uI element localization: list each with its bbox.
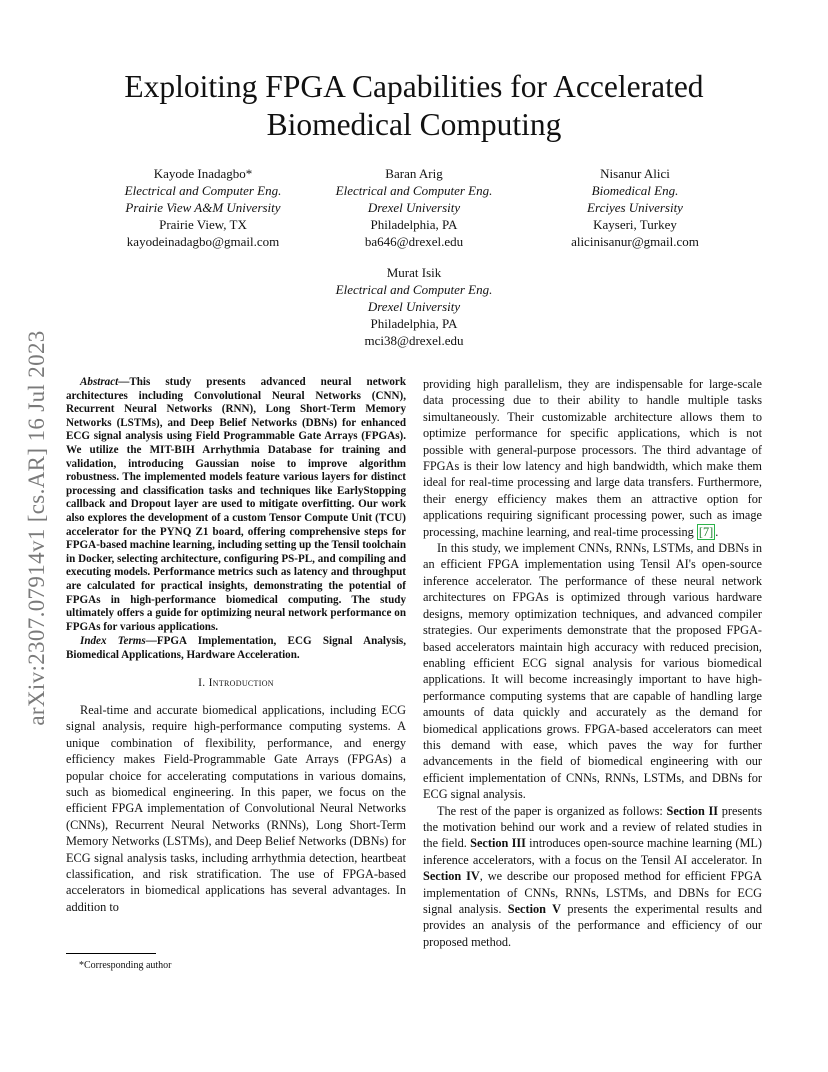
paragraph-text: presents the experimental results and provides an analysis of the performance and efficiency of our proposed method. bbox=[423, 902, 762, 949]
introduction-paragraph: Real-time and accurate biomedical applications, including ECG signal analysis, require high-performance computing systems. A unique combination of flexibility, performance, and energy efficiency makes Field-Programmable Gate Arrays (FPGAs) a popular choice for accelerating computations in various domains, such as biomedical engineering. In this paper, we focus on the efficient FPGA implementation of Convolutional Neural Networks (CNNs), Recurrent Neural Networks (RNNs), Long Short-Term Memory Networks (LSTMs), and Deep Belief Networks (DBNs) for ECG signal analysis tasks, including arrhythmia detection, heartbeat classification, and risk stratification. The use of FPGA-based accelerators in biomedical applications has several advantages. In addition to bbox=[66, 702, 406, 914]
paragraph-end: . bbox=[715, 524, 719, 539]
author-department: Biomedical Eng. bbox=[591, 183, 679, 198]
right-paragraph-2: In this study, we implement CNNs, RNNs, LSTMs, and DBNs in an efficient FPGA implementation using Tensil AI's open-source inference accelerator. The performance of these neural network architectures on FPGAs is optimized through various hardware designs, memory optimization techniques, and advanced compiler strategies. Our experiments demonstrate that the proposed FPGA-based accelerators maintain high accuracy with reduced precision, enabling efficient ECG signal analysis for various biomedical applications. It will become increasingly important to have high-performance computing systems that are capable of handling large amounts of data quickly and accurately as the demand for biomedical applications grows. FPGA-based accelerators can meet this demand with ease, which paves the way for further advancements in the field of biomedical engineering with our efficient implementation of CNNs, RNNs, LSTMs, and DBNs for ECG signal analysis. bbox=[423, 541, 762, 802]
author-affiliation: Drexel University bbox=[367, 299, 461, 314]
right-paragraph-1 bbox=[423, 376, 762, 540]
section-heading-introduction bbox=[66, 675, 406, 691]
paragraph-text: The rest of the paper is organized as follows: bbox=[437, 803, 667, 818]
author-department: Electrical and Computer Eng. bbox=[124, 183, 282, 198]
paragraph-text: , we describe our proposed method for efficient FPGA implementation of CNNs, RNNs, LSTMs, and DBNs for ECG signal analysis. bbox=[423, 869, 762, 916]
author-email[interactable]: mci38@drexel.edu bbox=[364, 333, 464, 348]
paragraph-text: presents the motivation behind our work and a review of related studies in the field. bbox=[423, 803, 763, 851]
author-department: Electrical and Computer Eng. bbox=[335, 282, 493, 297]
author-department: Electrical and Computer Eng. bbox=[335, 183, 493, 198]
arxiv-identifier-text: arXiv:2307.07914v1 [cs.AR] 16 Jul 2023 bbox=[24, 330, 49, 726]
footnote-divider bbox=[66, 953, 156, 954]
index-terms-label: Index Terms bbox=[80, 635, 146, 648]
right-column bbox=[423, 376, 762, 950]
author-city: Philadelphia, PA bbox=[370, 316, 458, 331]
author-city: Philadelphia, PA bbox=[370, 217, 458, 232]
author-name: Baran Arig bbox=[385, 166, 443, 181]
abstract bbox=[66, 376, 406, 634]
abstract-label: Abstract bbox=[80, 376, 119, 388]
section-ref: Section III bbox=[470, 836, 526, 851]
section-ref: Section IV bbox=[423, 869, 480, 884]
abstract-text: —This study presents advanced neural network architectures including Convolutional Neural Networks (CNN), Recurrent Neural Networks (RNN), Long Short-Term Memory Networks (LSTMs), and Deep Belief Networks (DBNs) for enhanced ECG signal analysis using Field Programmable Gate Arrays (FPGAs). We utilize the MIT-BIH Arrhythmia Database for training and validation, introducing Gaussian noise to improve algorithm robustness. The implemented models feature various layers for distinct processing and classification tasks and techniques like EarlyStopping callback and Dropout layer are used to mitigate overfitting. Our work also explores the development of a custom Tensor Compute Unit (TCU) accelerator for the PYNQ Z1 board, offering comprehensive steps for FPGA-based machine learning, including setting up the Tensil toolchain in Docker, selecting architecture, configuring PS-PL, and compiling and executing models. Performance metrics such as latency and throughput are calculated for practical insights, demonstrating the potential of FPGAs in high-performance biomedical computing. The study ultimately offers a guide for optimizing neural network performance on FPGAs for various applications. bbox=[66, 376, 406, 633]
author-block bbox=[535, 165, 735, 250]
section-number: I. bbox=[198, 677, 209, 690]
section-ref: Section II bbox=[666, 803, 719, 818]
right-paragraph-3 bbox=[423, 803, 762, 951]
author-name: Murat Isik bbox=[386, 265, 442, 280]
author-affiliation: Prairie View A&M University bbox=[125, 200, 281, 215]
author-affiliation: Erciyes University bbox=[587, 200, 683, 215]
author-affiliation: Drexel University bbox=[367, 200, 461, 215]
author-email[interactable]: ba646@drexel.edu bbox=[364, 234, 464, 249]
arxiv-identifier bbox=[22, 298, 52, 758]
author-email[interactable]: alicinisanur@gmail.com bbox=[571, 234, 699, 249]
author-city: Prairie View, TX bbox=[159, 217, 247, 232]
paragraph-text: introduces open-source machine learning (ML) inference accelerators, with a focus on the Tensil AI accelerator. In bbox=[423, 836, 763, 867]
index-terms bbox=[66, 635, 406, 662]
footnote: *Corresponding author bbox=[79, 960, 172, 971]
paper-title-line-2: Biomedical Computing bbox=[266, 107, 562, 142]
paper-title bbox=[60, 68, 768, 144]
paragraph-text: providing high parallelism, they are indispensable for large-scale data processing due to their ability to handle multiple tasks simultaneously. Their customizable architecture allows them to optimize performance for specific applications, which is not possible with general-purpose processors. The third advantage of FPGAs is their low latency and high bandwidth, which make them ideal for real-time processing and large data transfers. Furthermore, their energy efficiency makes them an attractive option for applications requiring significant processing power, such as image processing, machine learning, and real-time processing bbox=[423, 377, 762, 539]
author-city: Kayseri, Turkey bbox=[593, 217, 677, 232]
author-name: Kayode Inadagbo* bbox=[153, 166, 253, 181]
left-column bbox=[66, 376, 406, 915]
author-name: Nisanur Alici bbox=[600, 166, 670, 181]
section-title: Introduction bbox=[208, 677, 274, 690]
author-block bbox=[314, 264, 514, 349]
author-block bbox=[314, 165, 514, 250]
citation-link[interactable]: [7] bbox=[698, 524, 714, 539]
paper-title-line-1: Exploiting FPGA Capabilities for Accelerated bbox=[124, 69, 704, 104]
section-ref: Section V bbox=[507, 902, 561, 916]
author-block bbox=[103, 165, 303, 250]
author-email[interactable]: kayodeinadagbo@gmail.com bbox=[126, 234, 280, 249]
index-terms-text: —FPGA Implementation, ECG Signal Analysis, Biomedical Applications, Hardware Acceleration. bbox=[66, 635, 406, 661]
